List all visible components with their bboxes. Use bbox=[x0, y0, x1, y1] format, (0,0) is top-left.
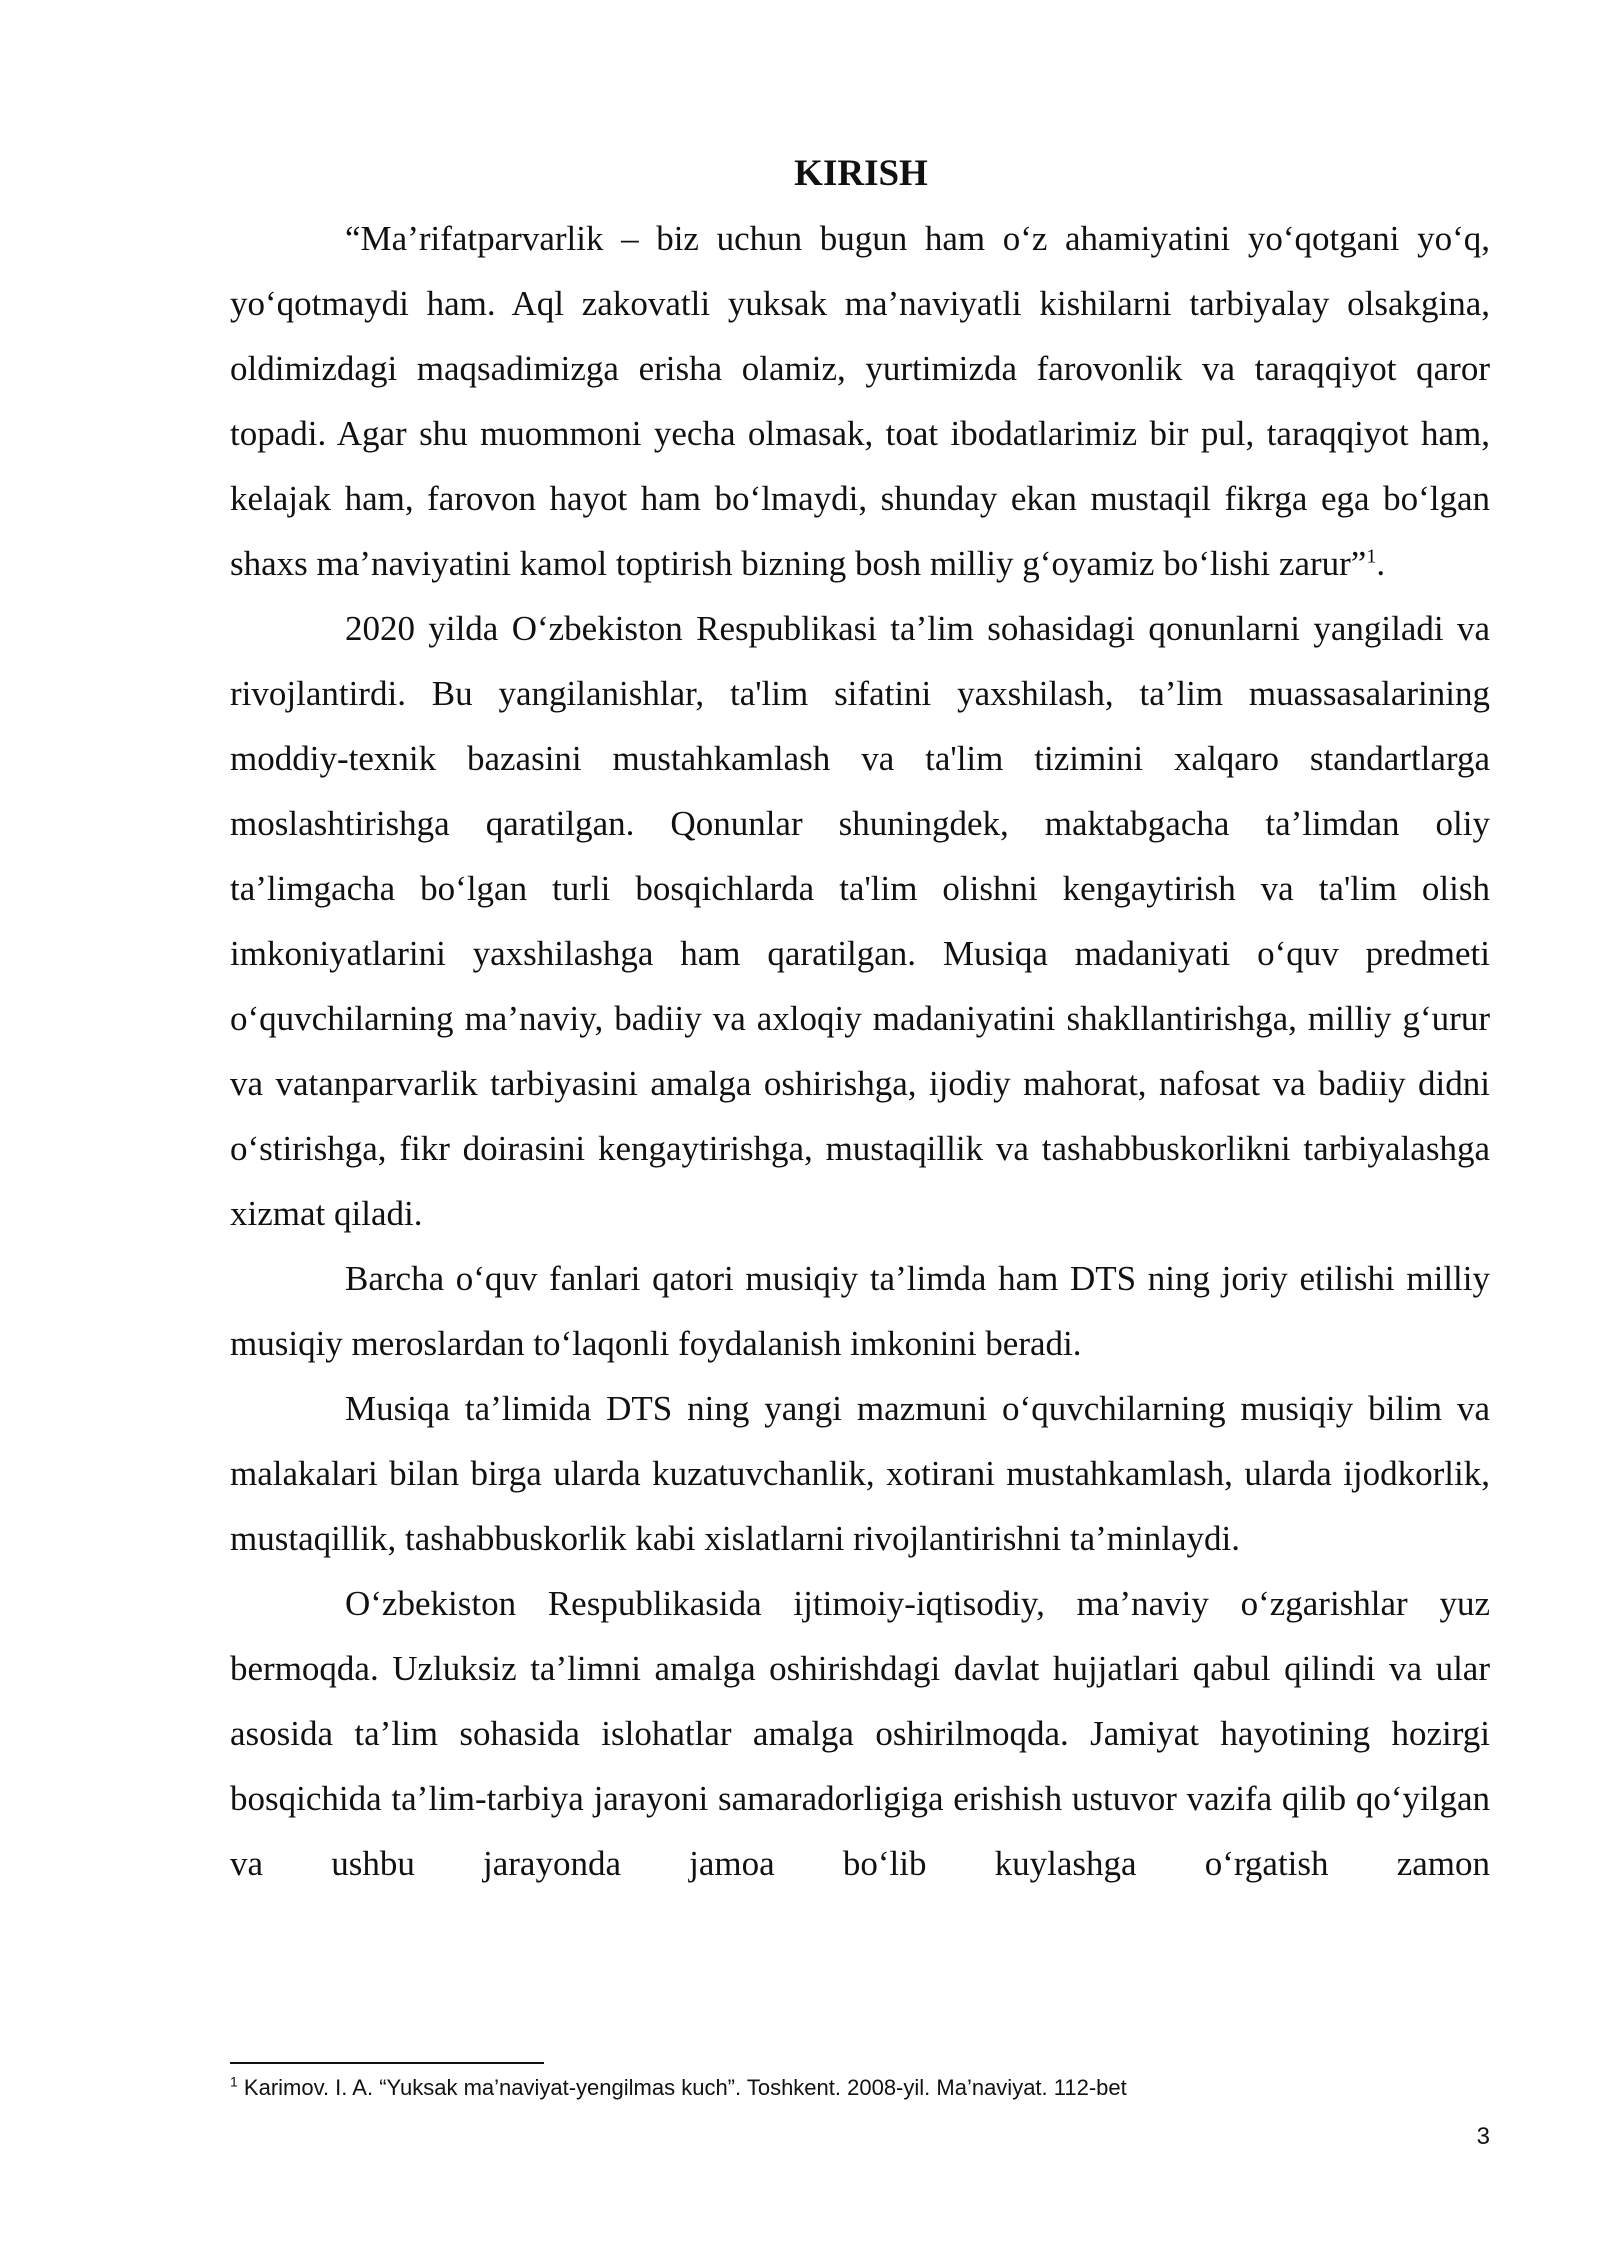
page-number: 3 bbox=[1476, 2123, 1490, 2150]
body-text bbox=[230, 206, 1490, 1896]
paragraph-text: “Ma’rifatparvarlik – biz uchun bugun ham o‘z ahamiyatini yo‘qotgani yo‘q, yo‘qotmaydi ham. Aql zakovatli yuksak ma’naviyatli kishilarni tarbiyalay olsakgina, oldimizdagi maqsadimizga erisha olamiz, yurtimizda farovonlik va taraqqiyot qaror topadi. Agar shu muommoni yecha olmasak, toat ibodatlarimiz bir pul, taraqqiyot ham, kelajak ham, farovon hayot ham bo‘lmaydi, shunday ekan mustaqil fikrga ega bo‘lgan shaxs ma’naviyatini kamol toptirish bizning bosh milliy g‘oyamiz bo‘lishi zarur” bbox=[230, 219, 1490, 583]
paragraph-dts-content: Musiqa ta’limida DTS ning yangi mazmuni o‘quvchilarning musiqiy bilim va malakalari bilan birga ularda kuzatuvchanlik, xotirani mustahkamlash, ularda ijodkorlik, mustaqillik, tashabbuskorlik kabi xislatlarni rivojlantirishni ta’minlaydi. bbox=[230, 1389, 1490, 1558]
footnote-separator bbox=[230, 2062, 544, 2064]
paragraph-quote bbox=[230, 206, 1490, 596]
paragraph-reforms: O‘zbekiston Respublikasida ijtimoiy-iqtisodiy, ma’naviy o‘zgarishlar yuz bermoqda. Uzluksiz ta’limni amalga oshirishdagi davlat hujjatlari qabul qilindi va ular asosida ta’lim sohasida islohatlar amalga oshirilmoqda. Jamiyat hayotining hozirgi bosqichida ta’lim-tarbiya jarayoni samaradorligiga erishish ustuvor vazifa qilib qo‘yilgan va ushbu jarayonda jamoa bo‘lib kuylashga o‘rgatish zamon bbox=[230, 1584, 1490, 1883]
footnote-marker: 1 bbox=[230, 2073, 238, 2090]
footnote-text: Karimov. I. A. “Yuksak ma’naviyat-yengilmas kuch”. Toshkent. 2008-yil. Ma’naviyat. 112-bet bbox=[237, 2075, 1127, 2100]
paragraph-dts-heritage: Barcha o‘quv fanlari qatori musiqiy ta’limda ham DTS ning joriy etilishi milliy musiqiy meroslardan to‘laqonli foydalanish imkonini beradi. bbox=[230, 1259, 1490, 1363]
footnote bbox=[230, 2073, 1490, 2103]
paragraph-legislation: 2020 yilda O‘zbekiston Respublikasi ta’lim sohasidagi qonunlarni yangiladi va rivojlantirdi. Bu yangilanishlar, ta'lim sifatini yaxshilash, ta’lim muassasalarining moddiy-texnik bazasini mustahkamlash va ta'lim tizimini xalqaro standartlarga moslashtirishga qaratilgan. Qonunlar shuningdek, maktabgacha ta’limdan oliy ta’limgacha bo‘lgan turli bosqichlarda ta'lim olishni kengaytirish va ta'lim olish imkoniyatlarini yaxshilashga ham qaratilgan. Musiqa madaniyati o‘quv predmeti o‘quvchilarning ma’naviy, badiiy va axloqiy madaniyatini shakllantirishga, milliy g‘urur va vatanparvarlik tarbiyasini amalga oshirishga, ijodiy mahorat, nafosat va badiiy didni o‘stirishga, fikr doirasini kengaytirishga, mustaqillik va tashabbuskorlikni tarbiyalashga xizmat qiladi. bbox=[230, 609, 1490, 1233]
page-heading: KIRISH bbox=[794, 153, 928, 194]
paragraph-tail: . bbox=[1376, 544, 1386, 583]
footnote-reference[interactable]: 1 bbox=[1366, 545, 1377, 568]
